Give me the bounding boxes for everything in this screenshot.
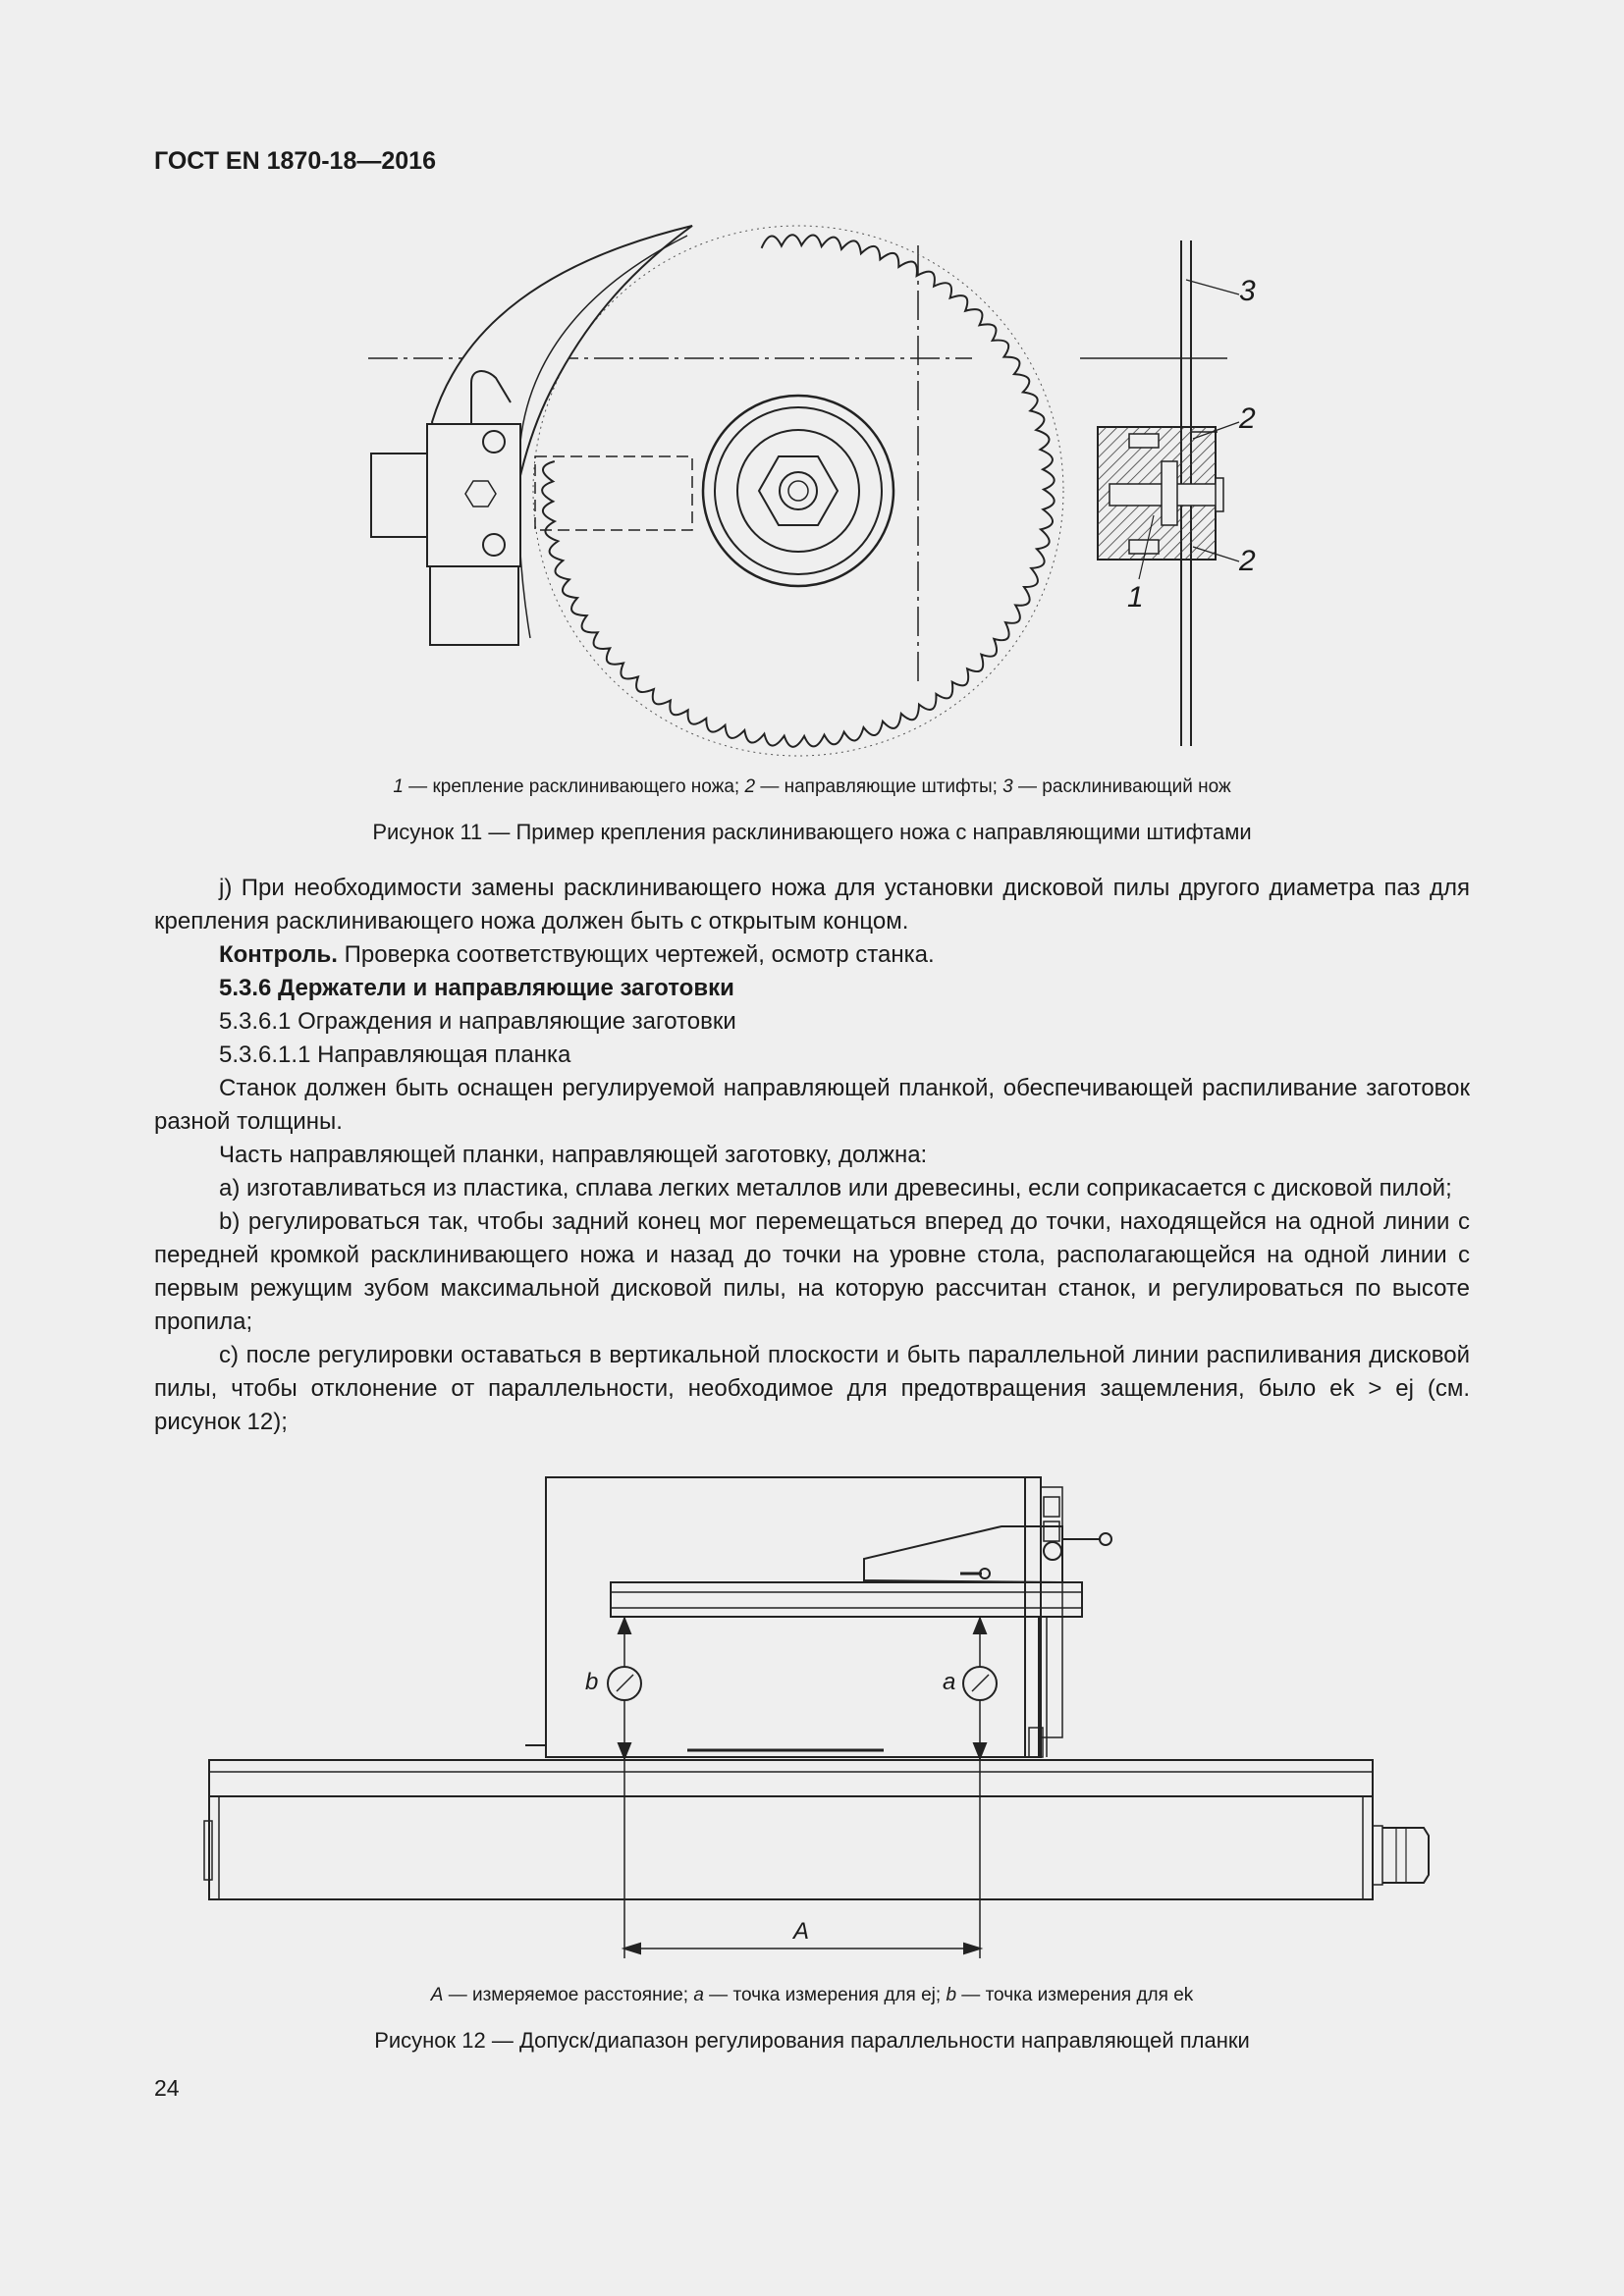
legend-key-2: 2 — [744, 776, 756, 797]
figure-11-caption: Рисунок 11 — Пример крепления расклинивающего ножа с направляющими штифтами — [372, 820, 1252, 844]
paragraph-b: b) регулироваться так, чтобы задний конец мог перемещаться вперед до точки, находящейся на одной линии с передней кромкой расклинивающего ножа и назад до точки на уровне стола, располагающейся на одной линии с первым режущим зубом максимальной дисковой пилы, на которую рассчитан станок, и регулироваться по высоте пропила; — [154, 1208, 1470, 1335]
legend-text-b: — точка измерения для ek — [956, 1985, 1194, 2005]
saw-teeth — [542, 235, 1055, 747]
document-header: ГОСТ EN 1870-18—2016 — [154, 147, 436, 175]
figure-11-drawing — [0, 216, 1624, 982]
saw-blade — [542, 235, 1055, 747]
legend-key-3: 3 — [1002, 776, 1013, 797]
figure-12-drawing — [0, 1463, 1624, 1973]
section-5-3-6-1: 5.3.6.1 Ограждения и направляющие заготовки — [219, 1008, 736, 1035]
legend-text-3: — расклинивающий нож — [1012, 776, 1231, 797]
legend-key-1: 1 — [393, 776, 404, 797]
paragraph-a: a) изготавливаться из пластика, сплава легких металлов или древесины, если соприкасается с дисковой пилой; — [219, 1175, 1452, 1201]
label-b: b — [585, 1669, 599, 1695]
page-number: 24 — [154, 2075, 180, 2101]
control-text: Проверка соответствующих чертежей, осмотр станка. — [337, 941, 935, 968]
legend-text-A: — измеряемое расстояние; — [443, 1985, 694, 2005]
section-5-3-6-1-1: 5.3.6.1.1 Направляющая планка — [219, 1041, 571, 1068]
figure-12-caption: Рисунок 12 — Допуск/диапазон регулирования параллельности направляющей планки — [374, 2028, 1250, 2053]
section-heading-text: 5.3.6 Держатели и направляющие заготовки — [219, 975, 734, 1001]
callout-2-bottom: 2 — [1239, 545, 1256, 577]
paragraph-part: Часть направляющей планки, направляющей заготовку, должна: — [219, 1142, 928, 1168]
legend-key-A: A — [430, 1985, 444, 2005]
body-text — [154, 872, 1470, 1439]
label-a: a — [943, 1669, 956, 1695]
paragraph-machine: Станок должен быть оснащен регулируемой направляющей планкой, обеспечивающей распиливание заготовок разной толщины. — [154, 1075, 1470, 1135]
paragraph-c: c) после регулировки оставаться в вертикальной плоскости и быть параллельной линии распиливания дисковой пилы, чтобы отклонение от параллельности, необходимое для предотвращения защемления, было ek > ej (см. рисунок 12); — [154, 1342, 1470, 1435]
paragraph-j: j) При необходимости замены расклинивающего ножа для установки дисковой пилы другого диаметра паз для крепления расклинивающего ножа должен быть с открытым концом. — [154, 875, 1470, 934]
callout-3: 3 — [1239, 275, 1256, 307]
legend-key-a: a — [693, 1985, 704, 2005]
legend-key-b: b — [946, 1985, 957, 2005]
legend-text-1: — крепление расклинивающего ножа; — [403, 776, 745, 797]
callout-2-top: 2 — [1239, 402, 1256, 435]
callout-1: 1 — [1127, 581, 1144, 614]
paragraph-control — [154, 938, 1470, 972]
section-heading-5-3-6 — [154, 972, 1470, 1005]
figure-11-legend — [0, 776, 1624, 798]
control-label: Контроль. — [219, 941, 338, 968]
legend-text-a: — точка измерения для ej; — [703, 1985, 947, 2005]
figure-12-legend — [0, 1985, 1624, 2006]
legend-text-2: — направляющие штифты; — [755, 776, 1003, 797]
dimension-label-A: A — [793, 1918, 810, 1945]
